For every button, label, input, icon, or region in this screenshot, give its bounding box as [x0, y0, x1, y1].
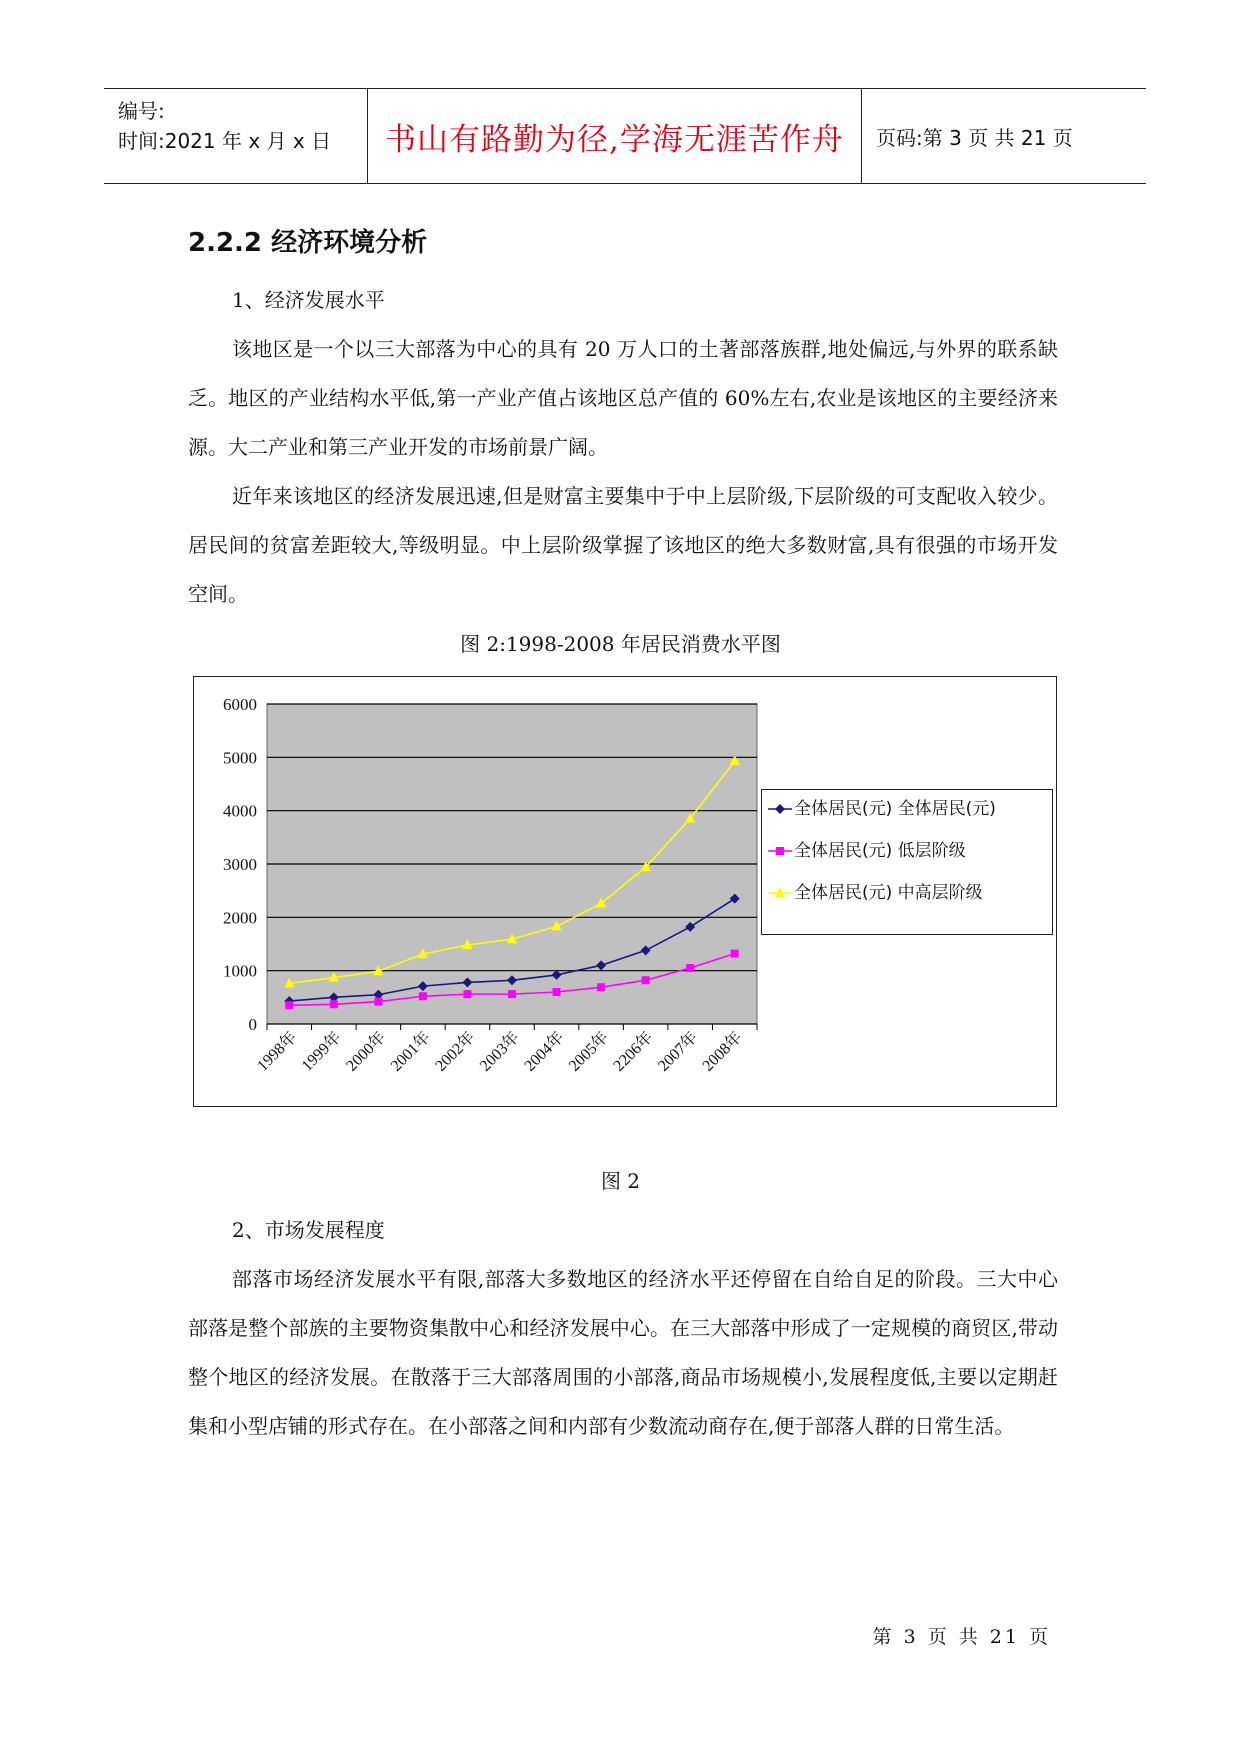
series-2-point [731, 950, 739, 958]
chart-frame [193, 676, 1057, 1107]
header-info-cell [104, 89, 368, 183]
series-2-point [553, 988, 561, 996]
header-page-cell [862, 89, 1146, 183]
figure-caption: 图 2 [600, 1169, 641, 1193]
figure-title: 图 2:1998-2008 年居民消费水平图 [460, 632, 781, 656]
header-motto: 书山有路勤为径,学海无涯苦作舟 [385, 121, 844, 158]
series-2-point [374, 998, 382, 1006]
x-tick-label: 1998年 [254, 1028, 301, 1075]
legend-item-2 [766, 840, 1044, 862]
header-time-label: 时间:2021 年 x 月 x 日 [118, 129, 332, 153]
header-motto-cell [368, 89, 862, 183]
series-2-point [642, 976, 650, 984]
series-2-point [597, 983, 605, 991]
y-tick-label: 0 [248, 1015, 257, 1034]
y-tick-label: 4000 [223, 801, 257, 821]
legend-label: 全体居民(元) 全体居民(元) [794, 799, 996, 819]
y-tick-label: 1000 [223, 961, 257, 981]
x-tick-label: 2004年 [521, 1028, 568, 1075]
x-tick-label: 2008年 [699, 1028, 746, 1075]
legend-swatch [766, 841, 794, 861]
paragraph-1-text: 该地区是一个以三大部落为中心的具有 20 万人口的土著部落族群,地处偏远,与外界的联系缺乏。地区的产业结构水平低,第一产业产值占该地区总产值的 60%左右,农业是该地区的主要经济来源。大二产业和第三产业开发的市场前景广阔。 [188, 337, 1058, 459]
chart-legend [761, 789, 1053, 935]
x-tick-label: 2002年 [432, 1028, 479, 1075]
y-tick-label: 5000 [223, 748, 257, 768]
paragraph-3-text: 部落市场经济发展水平有限,部落大多数地区的经济水平还停留在自给自足的阶段。三大中心部落是整个部族的主要物资集散中心和经济发展中心。在三大部落中形成了一定规模的商贸区,带动整个地区的经济发展。在散落于三大部落周围的小部落,商品市场规模小,发展程度低,主要以定期赶集和小型店铺的形式存在。在小部落之间和内部有少数流动商存在,便于部落人群的日常生活。 [188, 1267, 1058, 1438]
x-tick-label: 2206年 [610, 1028, 657, 1075]
page-header [104, 88, 1146, 184]
x-tick-label: 2007年 [655, 1028, 702, 1075]
legend-label: 全体居民(元) 中高层阶级 [794, 883, 983, 903]
series-2-point [508, 990, 516, 998]
y-tick-label: 3000 [223, 855, 257, 874]
legend-swatch [766, 883, 794, 903]
legend-item-3 [766, 882, 1044, 904]
legend-swatch [766, 799, 794, 819]
x-tick-label: 2000年 [343, 1028, 390, 1075]
series-2-point [419, 992, 427, 1000]
paragraph-2-text: 近年来该地区的经济发展迅速,但是财富主要集中于中上层阶级,下层阶级的可支配收入较少。居民间的贫富差距较大,等级明显。中上层阶级掌握了该地区的绝大多数财富,具有很强的市场开发空间。 [188, 484, 1058, 606]
paragraph-2 [188, 472, 1058, 619]
x-tick-label: 2005年 [565, 1028, 612, 1075]
x-tick-label: 1999年 [298, 1028, 345, 1075]
list-item-1: 1、经济发展水平 [232, 288, 385, 312]
y-tick-label: 2000 [223, 908, 257, 928]
paragraph-1 [188, 325, 1058, 472]
series-2-point [330, 1000, 338, 1008]
series-2-point [463, 990, 471, 998]
header-page-label: 页码:第 3 页 共 21 页 [876, 125, 1073, 150]
y-tick-label: 6000 [223, 695, 257, 714]
x-tick-label: 2001年 [387, 1028, 434, 1075]
legend-item-1 [766, 798, 1044, 820]
x-tick-label: 2003年 [476, 1028, 523, 1075]
series-2-point [686, 964, 694, 972]
page-footer: 第 3 页 共 21 页 [872, 1626, 1051, 1648]
section-heading: 2.2.2 经济环境分析 [188, 228, 428, 258]
series-2-point [285, 1001, 293, 1009]
legend-label: 全体居民(元) 低层阶级 [794, 841, 966, 861]
list-item-2: 2、市场发展程度 [232, 1218, 385, 1242]
paragraph-3 [188, 1255, 1058, 1451]
header-number-label: 编号: [118, 99, 165, 123]
